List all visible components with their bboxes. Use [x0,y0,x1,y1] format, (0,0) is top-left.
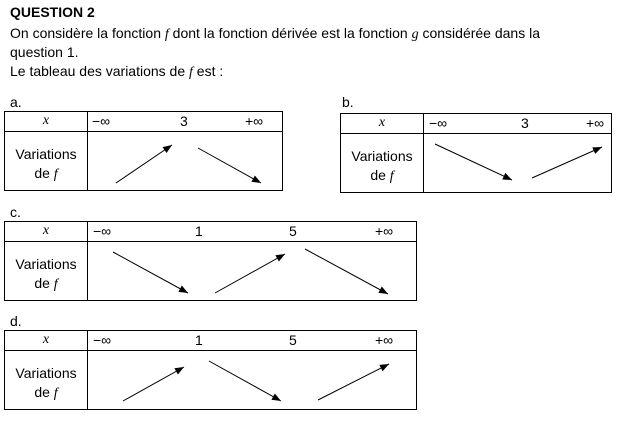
x-value: 1 [195,332,203,348]
option-d-label: d. [10,313,22,329]
option-b-table [340,113,612,193]
x-value: +∞ [375,223,394,239]
variations-header: Variations de f [15,365,77,401]
variation-arrows [5,112,284,192]
question-line-3: Le tableau des variations de f est : [10,63,224,80]
arrowhead [178,286,188,293]
arrowhead [275,254,285,262]
x-value: +∞ [375,332,394,348]
increasing-arrow [116,145,172,183]
x-header: x [42,223,50,238]
decreasing-arrow [113,252,188,293]
question-title: QUESTION 2 [10,4,95,20]
variations-header: Variations de f [15,146,77,182]
arrowhead [592,147,602,154]
option-a-table [4,111,283,191]
variation-arrows [341,114,613,194]
variations-header: Variations de f [15,256,77,292]
x-header: x [42,113,50,128]
option-a-label: a. [10,94,22,110]
x-value: 3 [521,115,529,131]
x-header: x [42,332,50,347]
arrowhead [379,364,389,371]
arrowhead [502,173,512,180]
arrowhead [271,393,281,401]
variations-header: Variations de f [351,148,413,184]
x-value: −∞ [92,113,111,129]
increasing-arrow [123,367,184,401]
x-value: −∞ [93,223,112,239]
increasing-arrow [215,254,285,293]
increasing-arrow [318,364,389,400]
x-value: +∞ [245,113,264,129]
option-c-label: c. [10,204,21,220]
decreasing-arrow [305,249,388,294]
x-value: 3 [180,113,188,129]
variation-arrows [5,222,418,302]
decreasing-arrow [198,148,261,183]
x-value: +∞ [586,115,605,131]
option-d-table [4,330,417,410]
arrowhead [251,175,261,183]
x-value: 1 [195,223,203,239]
decreasing-arrow [209,361,281,401]
increasing-arrow [532,147,602,178]
option-c-table [4,221,417,301]
function-g: g [411,27,419,42]
x-value: 5 [289,223,297,239]
arrowhead [378,287,388,294]
decreasing-arrow [435,144,512,180]
x-value: −∞ [429,115,448,131]
x-header: x [378,115,386,130]
question-line-1: On considère la fonction f dont la fonction dérivée est la fonction g considérée dans la [10,25,541,42]
option-b-label: b. [342,94,354,110]
arrowhead [174,367,184,375]
variation-arrows [5,331,418,411]
x-value: 5 [289,332,297,348]
arrowhead [163,145,172,153]
question-line-2: question 1. [10,44,79,60]
function-f: f [164,27,169,42]
x-value: −∞ [93,332,112,348]
